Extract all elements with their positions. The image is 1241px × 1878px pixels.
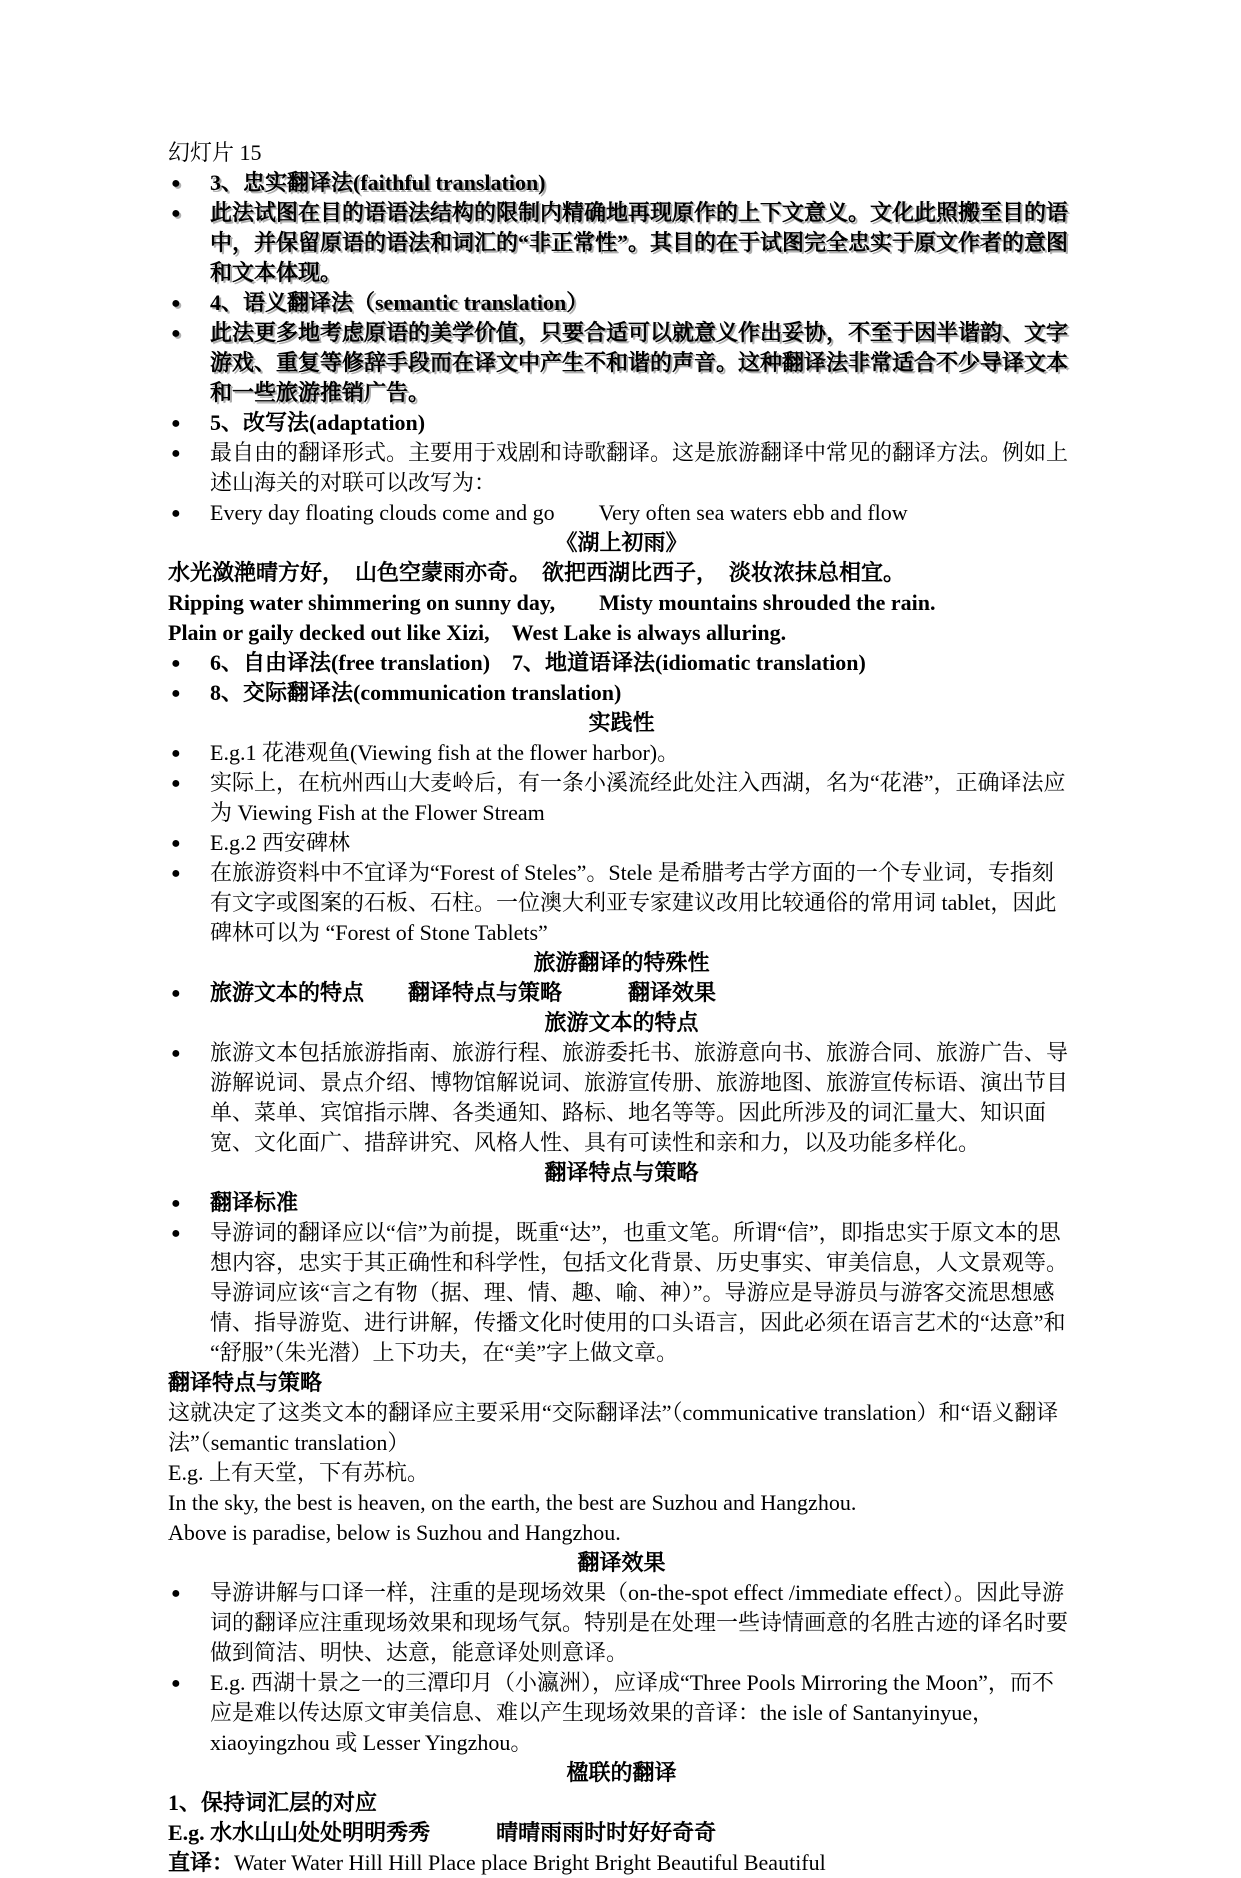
literal-translation-line [168, 1848, 1075, 1878]
bullet-item [168, 858, 1075, 948]
heading-text: 翻译标准 [210, 1190, 299, 1215]
poem-chinese: 水光潋滟晴方好， 山色空蒙雨亦奇。 欲把西湖比西子， 淡妆浓抹总相宜。 [168, 560, 906, 585]
literal-translation-text: Water Water Hill Hill Place place Bright Bright Beautiful Beautiful [234, 1850, 826, 1875]
subtopics-text: 旅游文本的特点 翻译特点与策略 翻译效果 [210, 980, 717, 1005]
heading-free-idiomatic-translation [168, 648, 1075, 678]
bullet-icon: ● [171, 745, 181, 762]
paragraph-text: 导游词的翻译应以“信”为前提，既重“达”，也重文笔。所谓“信”，即指忠实于原文本的思想内容，忠实于其正确性和科学性，包括文化背景、历史事实、审美信息，人文景观等。导游词应该“言之有物（据、理、情、趣、喻、神）”。导游应是导游员与游客交流思想感情、指导游览、进行讲解，传播文化时使用的口头语言，因此必须在语言艺术的“达意”和“舒服”（朱光潜）上下功夫，在“美”字上做文章。 [210, 1220, 1069, 1365]
paragraph-text: 最自由的翻译形式。主要用于戏剧和诗歌翻译。这是旅游翻译中常见的翻译方法。例如上述山海关的对联可以改写为： [210, 440, 1069, 495]
literal-translation-label: 直译： [168, 1850, 235, 1875]
heading-faithful-translation [168, 168, 1075, 198]
heading-semantic-translation [168, 288, 1075, 318]
section-heading-tourism-translation-specialty: 旅游翻译的特殊性 [533, 950, 710, 975]
bullet-item [168, 318, 1075, 408]
poem-translation-line2: Plain or gaily decked out like Xizi, West Lake is always alluring. [168, 620, 787, 645]
paragraph-text: 这就决定了这类文本的翻译应主要采用“交际翻译法”（communicative translation）和“语义翻译法”（semantic translation） [168, 1400, 1059, 1455]
paragraph-text: 旅游文本包括旅游指南、旅游行程、旅游委托书、旅游意向书、旅游合同、旅游广告、导游解说词、景点介绍、博物馆解说词、旅游宣传册、旅游地图、旅游宣传标语、演出节目单、菜单、宾馆指示牌、各类通知、路标、地名等等。因此所涉及的词汇量大、知识面宽、文化面广、措辞讲究、风格人性、具有可读性和亲和力，以及功能多样化。 [210, 1040, 1069, 1155]
example-text: E.g. 上有天堂，下有苏杭。 [168, 1460, 429, 1485]
heading-text: 3、忠实翻译法(faithful translation) [210, 170, 546, 195]
bullet-icon: ● [171, 295, 181, 312]
paragraph-text: 导游讲解与口译一样，注重的是现场效果（on-the-spot effect /immediate effect）。因此导游词的翻译应注重现场效果和现场气氛。特别是在处理一些诗情画意的名胜古迹的译名时要做到简洁、明快、达意，能意译处则意译。 [210, 1580, 1069, 1665]
bullet-item [168, 828, 1075, 858]
paragraph-text: 实际上，在杭州西山大麦岭后，有一条小溪流经此处注入西湖，名为“花港”，正确译法应为 Viewing Fish at the Flower Stream [210, 770, 1066, 825]
poem-title: 《湖上初雨》 [555, 530, 688, 555]
bullet-icon: ● [171, 415, 181, 432]
bullet-icon: ● [171, 505, 181, 522]
section-heading-translation-effect: 翻译效果 [577, 1550, 666, 1575]
bullet-icon: ● [171, 1225, 181, 1242]
example-text: E.g.1 花港观鱼(Viewing fish at the flower harbor)。 [210, 740, 680, 765]
paragraph-text: 此法更多地考虑原语的美学价值，只要合适可以就意义作出妥协，不至于因半谐韵、文字游戏、重复等修辞手段而在译文中产生不和谐的声音。这种翻译法非常适合不少导译文本和一些旅游推销广告。 [210, 320, 1069, 405]
bullet-icon: ● [171, 325, 181, 342]
bullet-item [168, 438, 1075, 498]
translation-line2: Above is paradise, below is Suzhou and Hangzhou. [168, 1520, 621, 1545]
heading-adaptation [168, 408, 1075, 438]
translation-line1: In the sky, the best is heaven, on the earth, the best are Suzhou and Hangzhou. [168, 1490, 857, 1515]
bullet-icon: ● [171, 835, 181, 852]
bullet-icon: ● [171, 1045, 181, 1062]
couplet-example: E.g. 水水山山处处明明秀秀 晴晴雨雨时时好好奇奇 [168, 1820, 717, 1845]
paragraph-text: 在旅游资料中不宜译为“Forest of Steles”。Stele 是希腊考古学方面的一个专业词，专指刻有文字或图案的石板、石柱。一位澳大利亚专家建议改用比较通俗的常用词 tablet，因此碑林可以为 “Forest of Stone Tablets” [210, 860, 1057, 945]
bullet-item [168, 978, 1075, 1008]
bullet-icon: ● [171, 865, 181, 882]
heading-communication-translation [168, 678, 1075, 708]
section-heading-couplet-translation: 楹联的翻译 [566, 1760, 677, 1785]
example-text: E.g.2 西安碑林 [210, 830, 350, 855]
heading-text: 8、交际翻译法(communication translation) [210, 680, 622, 705]
section-heading-practicality: 实践性 [588, 710, 655, 735]
bullet-icon: ● [171, 175, 181, 192]
heading-translation-standard [168, 1188, 1075, 1218]
bullet-item [168, 198, 1075, 288]
bullet-icon: ● [171, 205, 181, 222]
heading-text: 5、改写法(adaptation) [210, 410, 426, 435]
bullet-item [168, 1578, 1075, 1668]
paragraph-text: 此法试图在目的语语法结构的限制内精确地再现原作的上下文意义。文化此照搬至目的语中，并保留原语的语法和词汇的“非正常性”。其目的在于试图完全忠实于原文作者的意图和文本体现。 [210, 200, 1069, 285]
heading-text: 4、语义翻译法（semantic translation） [210, 290, 589, 315]
bullet-icon: ● [171, 1675, 181, 1692]
subheading-translation-strategy: 翻译特点与策略 [168, 1370, 323, 1395]
bullet-icon: ● [171, 1585, 181, 1602]
bullet-icon: ● [171, 445, 181, 462]
bullet-icon: ● [171, 985, 181, 1002]
section-heading-tourism-text-features: 旅游文本的特点 [544, 1010, 699, 1035]
slide-ref: 幻灯片 15 [168, 140, 262, 165]
bullet-item [168, 1218, 1075, 1368]
poem-translation-line1: Ripping water shimmering on sunny day, Misty mountains shrouded the rain. [168, 590, 936, 615]
bullet-icon: ● [171, 655, 181, 672]
bullet-icon: ● [171, 775, 181, 792]
bullet-item [168, 738, 1075, 768]
bullet-item [168, 498, 1075, 528]
heading-text: 6、自由译法(free translation) 7、地道语译法(idiomatic translation) [210, 650, 866, 675]
heading-lexical-correspondence: 1、保持词汇层的对应 [168, 1790, 378, 1815]
paragraph-text: E.g. 西湖十景之一的三潭印月（小瀛洲），应译成“Three Pools Mirroring the Moon”，而不应是难以传达原文审美信息、难以产生现场效果的音译：the isle of Santanyinyue，xiaoyingzhou 或 Lesser Yingzhou。 [210, 1670, 1054, 1755]
section-heading-translation-strategy: 翻译特点与策略 [544, 1160, 699, 1185]
bullet-icon: ● [171, 685, 181, 702]
couplet-english: Every day floating clouds come and go Very often sea waters ebb and flow [210, 500, 908, 525]
bullet-item [168, 768, 1075, 828]
bullet-icon: ● [171, 1195, 181, 1212]
bullet-item [168, 1668, 1075, 1758]
bullet-item [168, 1038, 1075, 1158]
